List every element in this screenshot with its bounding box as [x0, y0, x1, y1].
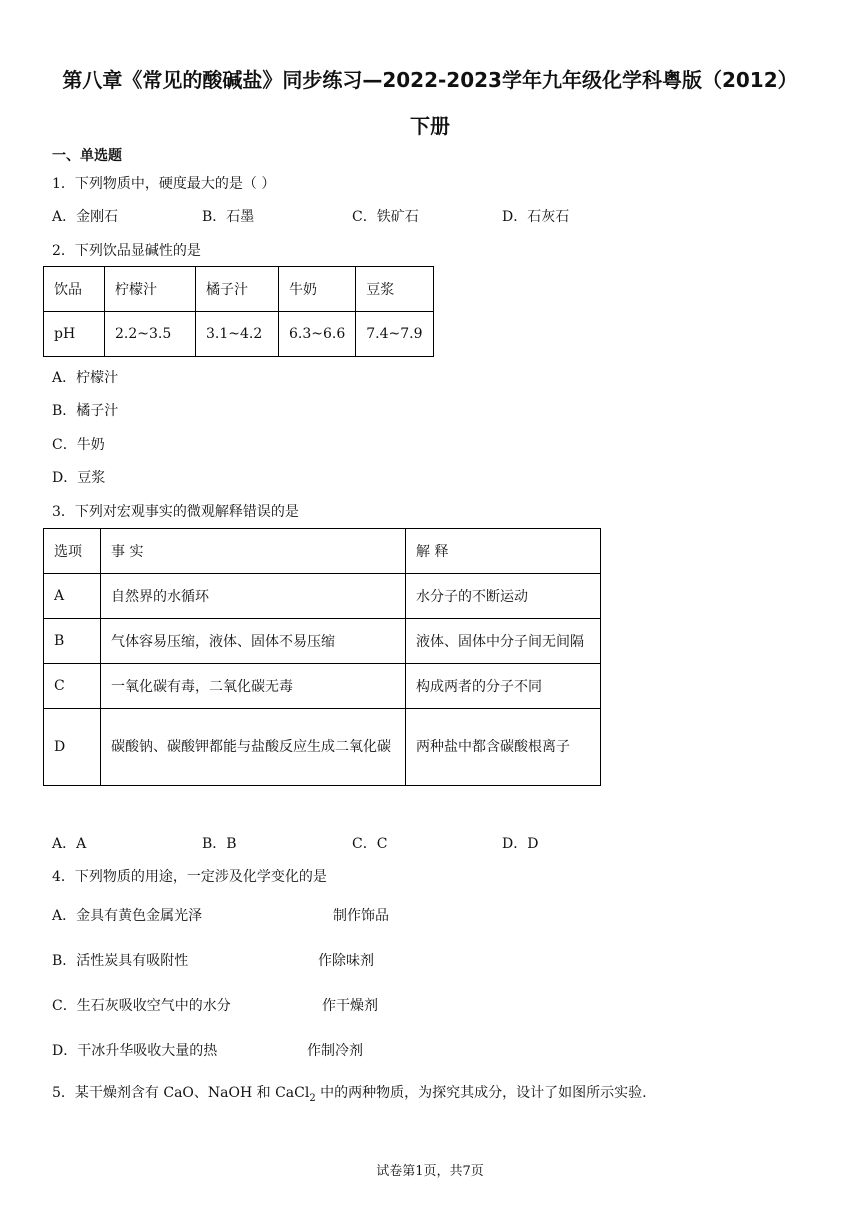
table-cell: pH [44, 312, 105, 357]
q4-option-d: D．干冰升华吸收大量的热 [52, 1043, 218, 1059]
q2-option-a: A．柠檬汁 [52, 370, 119, 386]
table-cell: 橘子汁 [196, 267, 279, 312]
table-row [44, 312, 434, 357]
q5-stem-part2: 中的两种物质，为探究其成分，设计了如图所示实验. [315, 1085, 647, 1101]
table-cell: C [44, 664, 101, 709]
question-4-stem: 4．下列物质的用途，一定涉及化学变化的是 [52, 869, 327, 885]
q2-option-c: C．牛奶 [52, 437, 105, 453]
table-row [44, 574, 601, 619]
q4-option-c: C．生石灰吸收空气中的水分 [52, 998, 231, 1014]
table-cell: 3.1~4.2 [196, 312, 279, 357]
q4-option-b: B．活性炭具有吸附性 [52, 953, 189, 969]
q1-option-b: B．石墨 [202, 209, 255, 225]
q4-option-c-use: 作干燥剂 [322, 998, 378, 1014]
table-cell: 一氧化碳有毒，二氧化碳无毒 [101, 664, 406, 709]
table-cell: 7.4~7.9 [356, 312, 433, 357]
q5-stem-part1: 5．某干燥剂含有 CaO、NaOH 和 CaCl [52, 1085, 310, 1101]
table-cell: 选项 [44, 529, 101, 574]
question-2-stem: 2．下列饮品显碱性的是 [52, 243, 201, 259]
q5-subscript: 2 [309, 1092, 316, 1104]
table-cell: 碳酸钠、碳酸钾都能与盐酸反应生成二氧化碳 [101, 709, 406, 786]
table-cell: 6.3~6.6 [279, 312, 356, 357]
q1-option-a: A．金刚石 [52, 209, 119, 225]
table-cell: 饮品 [44, 267, 105, 312]
table-row [44, 709, 601, 786]
table-cell: 液体、固体中分子间无间隔 [406, 619, 601, 664]
q4-option-a-use: 制作饰品 [333, 908, 389, 924]
table-cell: 豆浆 [356, 267, 433, 312]
q4-option-a: A．金具有黄色金属光泽 [52, 908, 203, 924]
q3-option-b: B．B [202, 836, 237, 852]
q1-option-c: C．铁矿石 [352, 209, 419, 225]
q4-option-b-use: 作除味剂 [318, 953, 374, 969]
table-cell: 水分子的不断运动 [406, 574, 601, 619]
table-row [44, 529, 601, 574]
table-cell: 构成两者的分子不同 [406, 664, 601, 709]
table-cell: B [44, 619, 101, 664]
table-cell: 自然界的水循环 [101, 574, 406, 619]
q2-option-b: B．橘子汁 [52, 403, 119, 419]
q2-option-d: D．豆浆 [52, 470, 106, 486]
table-cell: 解 释 [406, 529, 601, 574]
page-title-line2: 下册 [410, 114, 450, 138]
table-cell: 牛奶 [279, 267, 356, 312]
table-row [44, 267, 434, 312]
table-cell: 两种盐中都含碳酸根离子 [406, 709, 601, 786]
table-cell: D [44, 709, 101, 786]
q3-option-d: D．D [502, 836, 539, 852]
table-cell: 气体容易压缩，液体、固体不易压缩 [101, 619, 406, 664]
q4-option-d-use: 作制冷剂 [307, 1043, 363, 1059]
page-footer: 试卷第1页，共7页 [376, 1164, 484, 1179]
table-row [44, 664, 601, 709]
ph-table [43, 266, 434, 357]
section-heading: 一、单选题 [52, 148, 122, 164]
question-1-stem: 1．下列物质中，硬度最大的是（ ） [52, 176, 276, 192]
table-cell: 事 实 [101, 529, 406, 574]
table-cell: 柠檬汁 [105, 267, 196, 312]
question-5-stem [52, 1082, 647, 1104]
explanation-table [43, 528, 601, 786]
table-row [44, 619, 601, 664]
q3-option-a: A．A [52, 836, 87, 852]
q3-option-c: C．C [352, 836, 388, 852]
page-title: 第八章《常见的酸碱盐》同步练习—2022-2023学年九年级化学科粤版（2012） [62, 68, 798, 92]
question-3-stem: 3．下列对宏观事实的微观解释错误的是 [52, 504, 299, 520]
q1-option-d: D．石灰石 [502, 209, 570, 225]
table-cell: A [44, 574, 101, 619]
table-cell: 2.2~3.5 [105, 312, 196, 357]
